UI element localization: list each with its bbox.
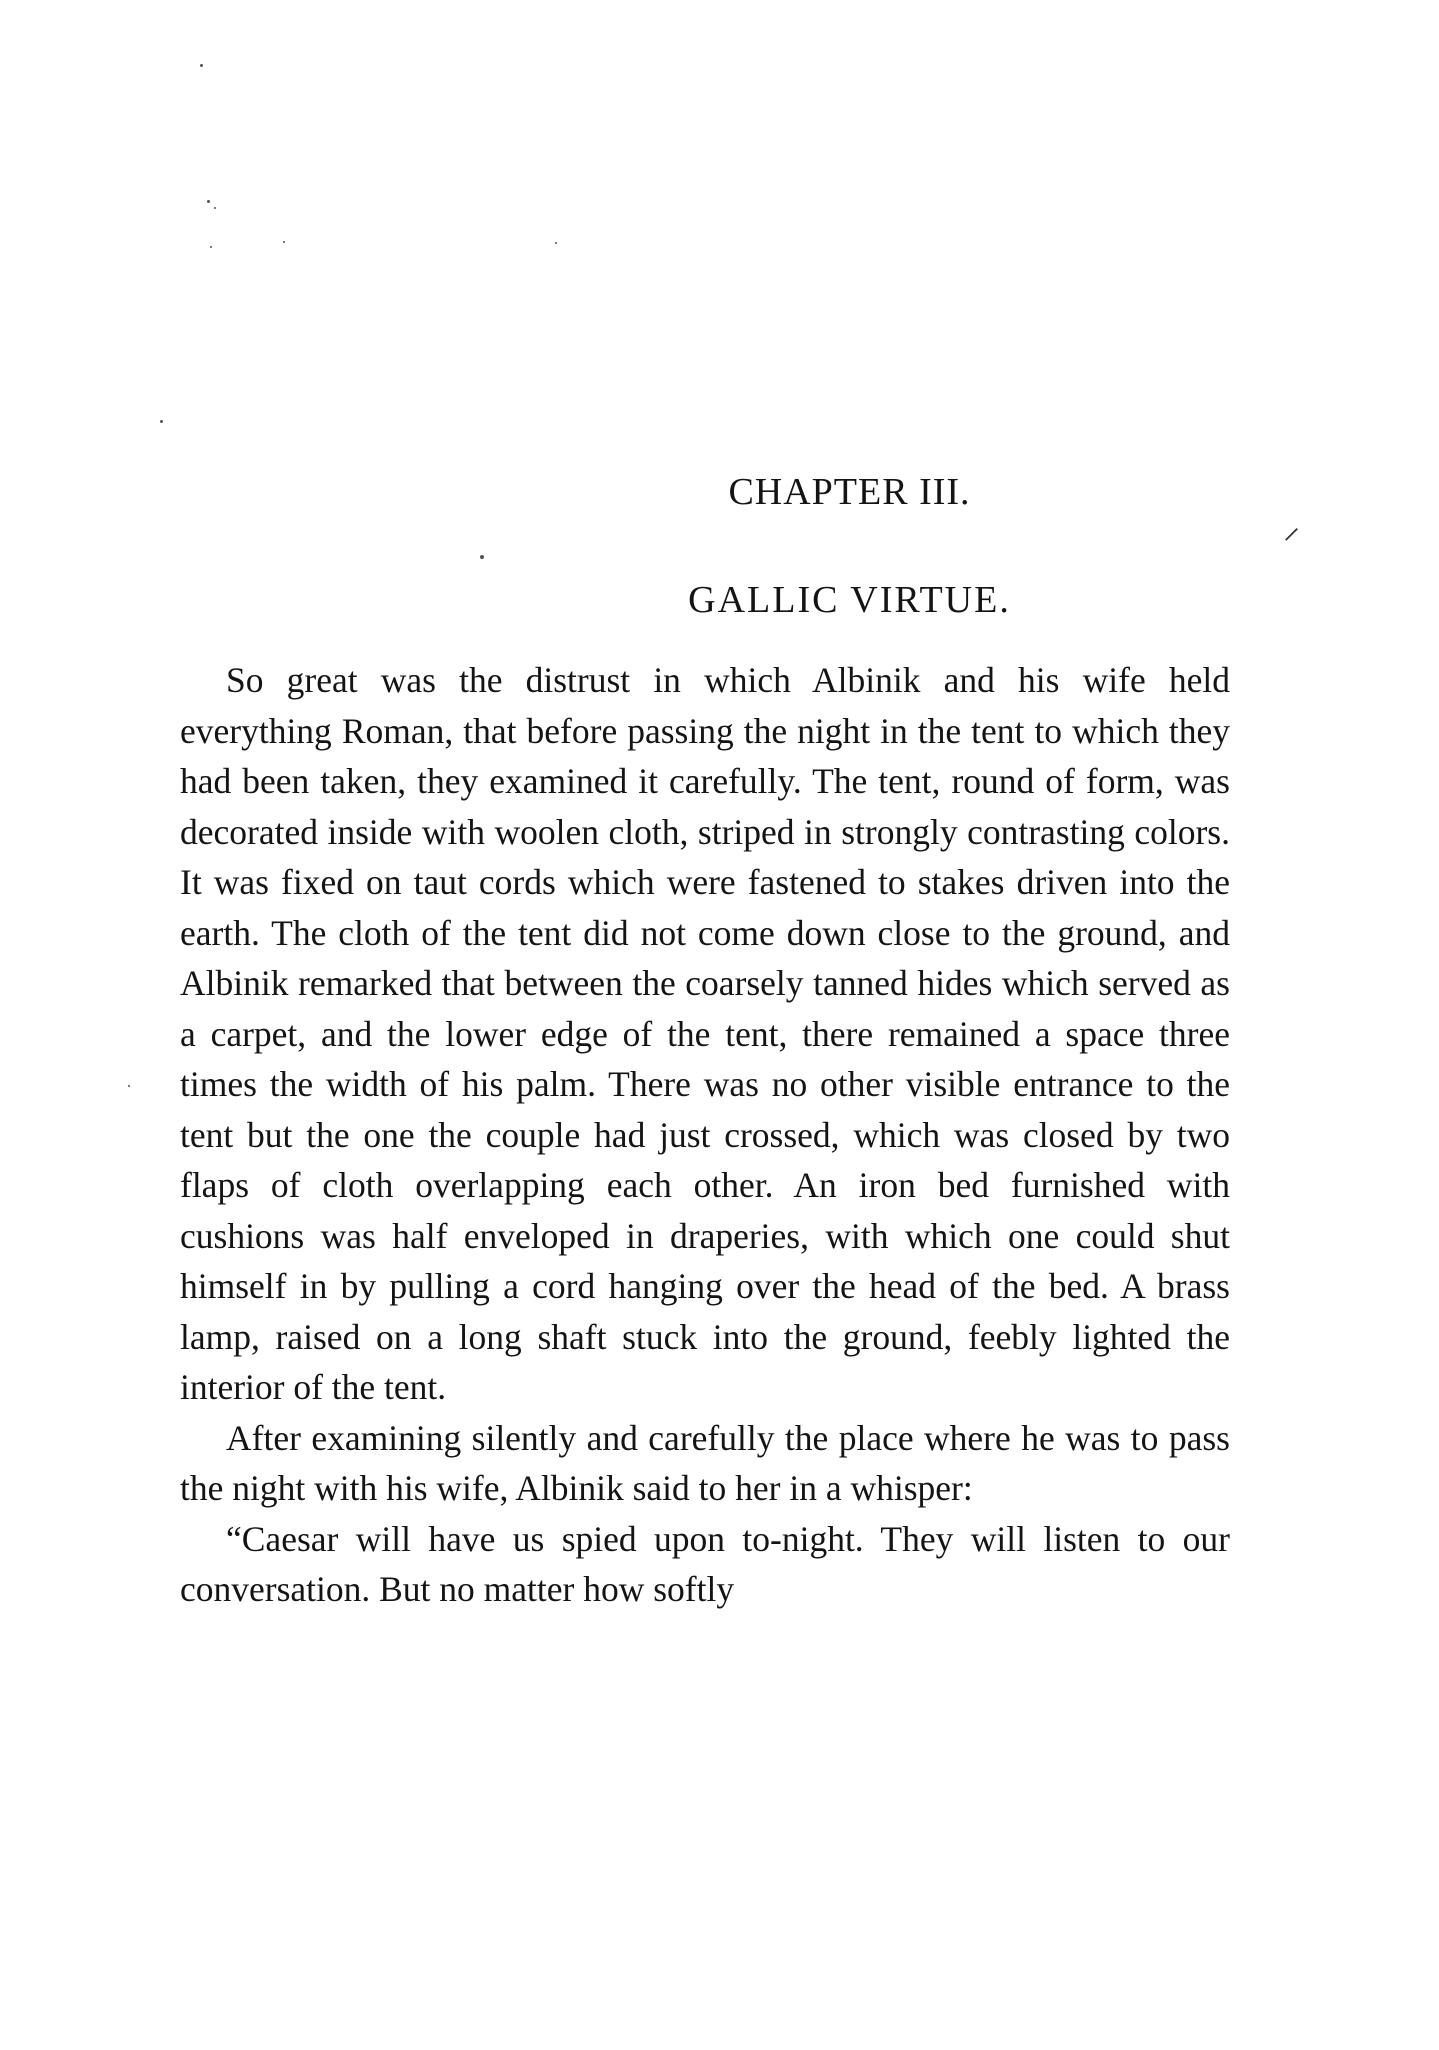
- chapter-title: GALLIC VIRTUE.: [688, 579, 1011, 621]
- scan-speck: [480, 555, 484, 559]
- scan-speck: [128, 1085, 130, 1087]
- paragraph: So great was the distrust in which Albinik and his wife held everything Roman, that before passing the night in the tent to which they had been taken, they examined it carefully. The tent, round of form, was decorated inside with woolen cloth, striped in strongly contrasting colors. It was fixed on taut cords which were fastened to stakes driven into the earth. The cloth of the tent did not come down close to the ground, and Albinik remarked that between the coarsely tanned hides which served as a carpet, and the lower edge of the tent, there remained a space three times the width of his palm. There was no other visible entrance to the tent but the one the couple had just crossed, which was closed by two flaps of cloth overlapping each other. An iron bed furnished with cushions was half enveloped in draperies, with which one could shut himself in by pulling a cord hanging over the head of the bed. A brass lamp, raised on a long shaft stuck into the ground, feebly lighted the interior of the tent.: [180, 660, 1230, 1407]
- margin-mark: ⸝: [1283, 509, 1300, 546]
- paragraph: “Caesar will have us spied upon to-night. They will listen to our conversation. But no matter how softly: [180, 1518, 1230, 1609]
- scan-speck: [283, 241, 285, 243]
- scan-speck: [210, 246, 212, 248]
- scan-speck: [555, 242, 557, 244]
- body-text: [180, 655, 1230, 1615]
- scan-speck: [200, 64, 203, 67]
- scan-speck: [207, 200, 210, 203]
- scan-speck: [160, 420, 163, 423]
- paragraph: After examining silently and carefully the place where he was to pass the night with his wife, Albinik said to her in a whisper:: [180, 1417, 1230, 1508]
- chapter-heading: CHAPTER III.: [728, 471, 971, 513]
- scan-speck: [214, 207, 216, 209]
